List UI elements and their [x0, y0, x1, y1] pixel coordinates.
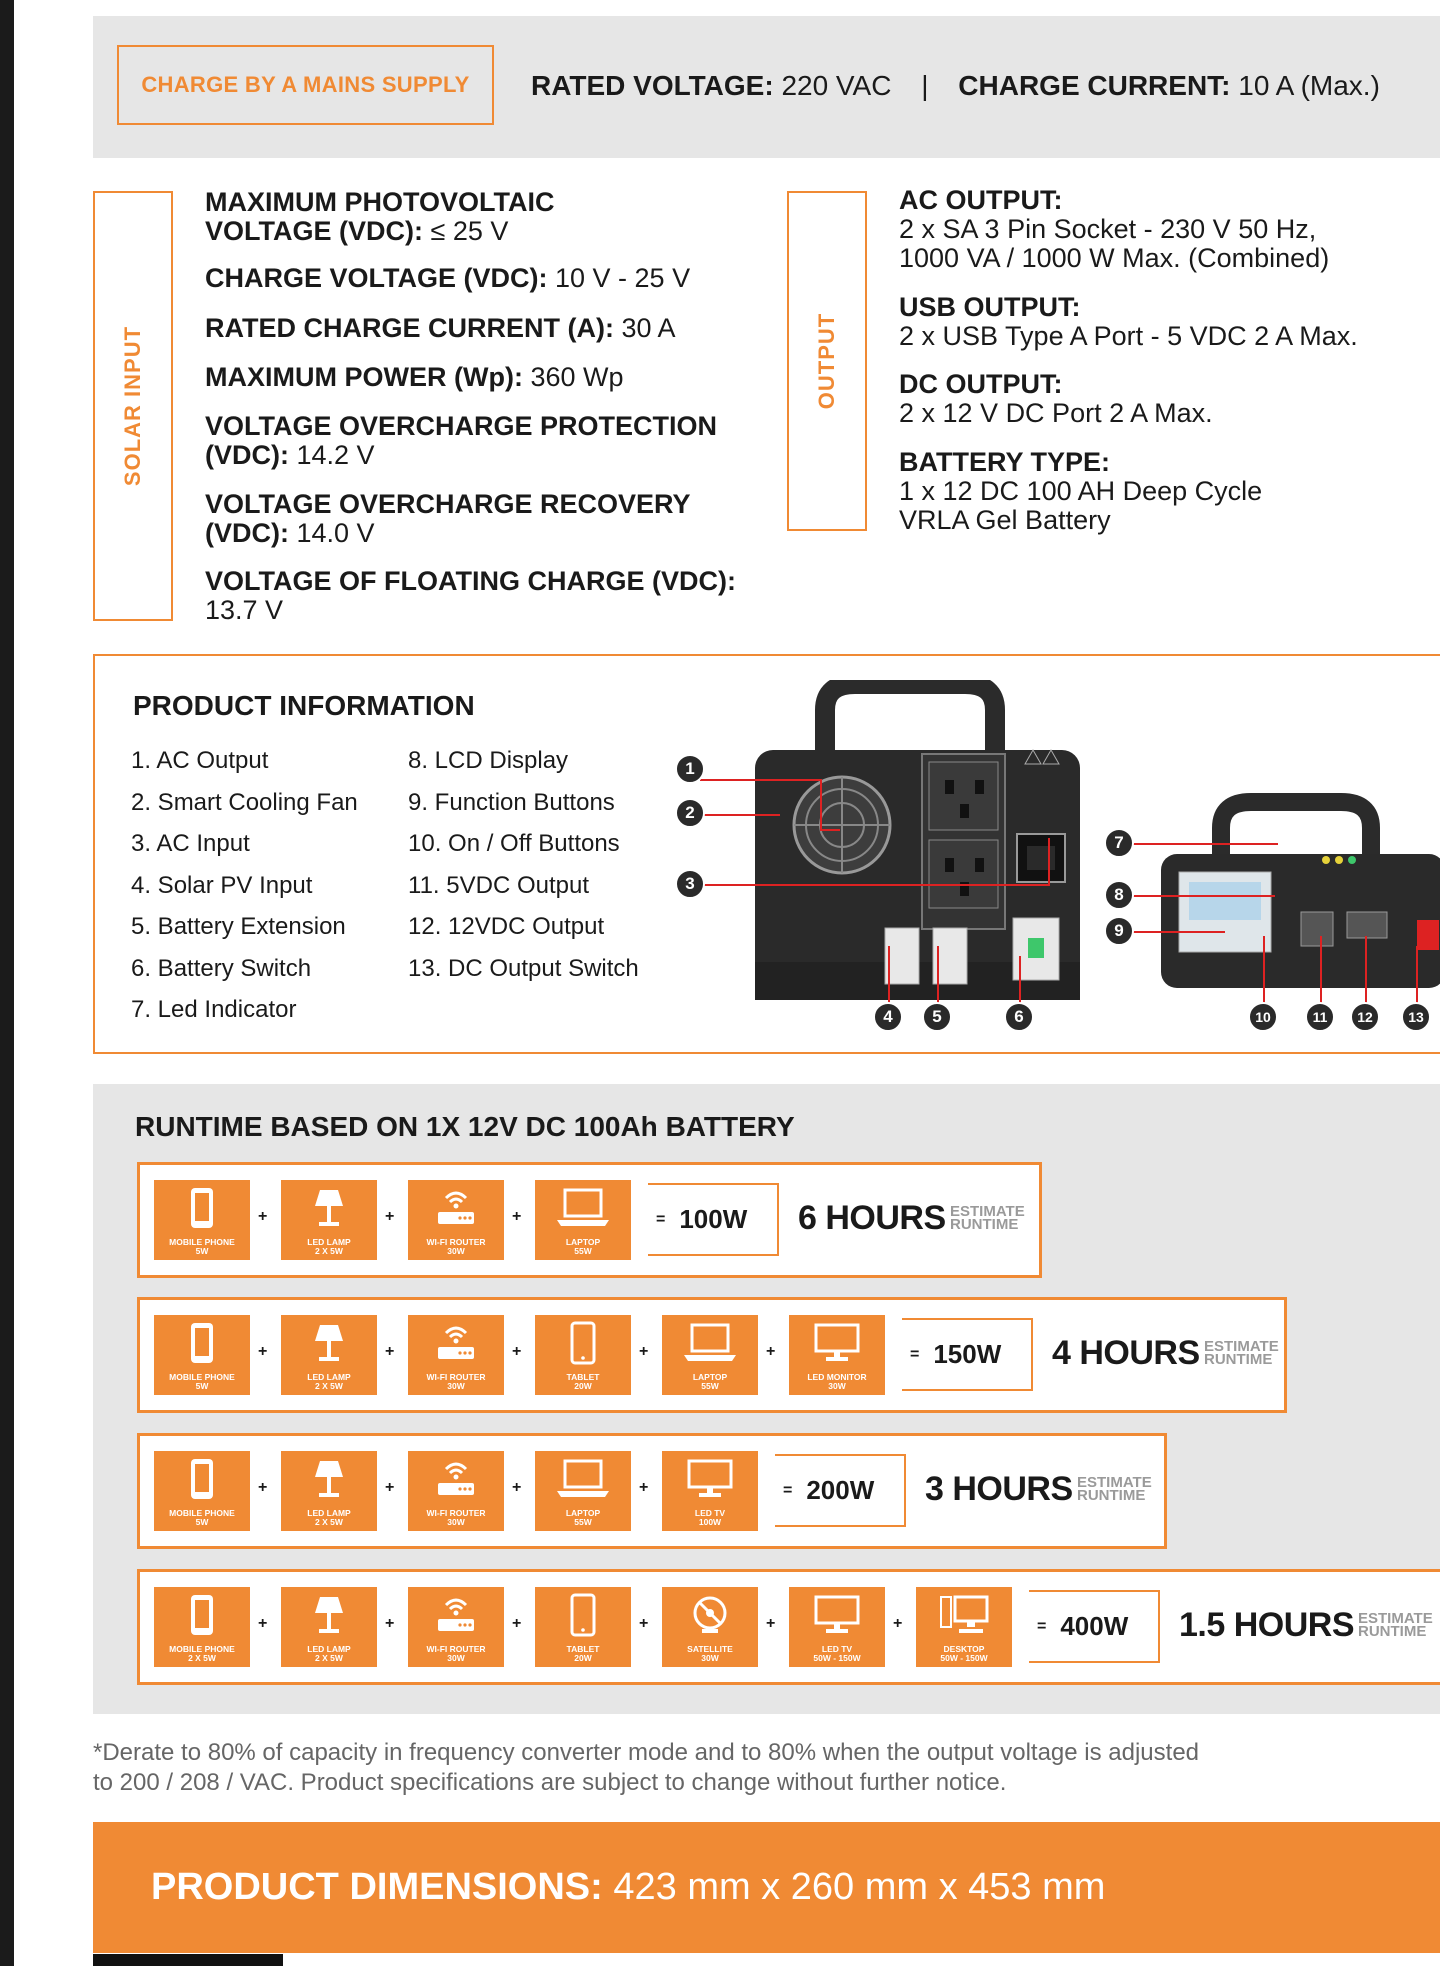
- appliance-power: 30W: [701, 1653, 719, 1663]
- plus-sign: +: [766, 1343, 776, 1360]
- estimate-runtime-label: [1077, 1476, 1152, 1502]
- solar-spec-floating-charge: [205, 567, 736, 625]
- laptop-icon: [555, 1451, 611, 1506]
- list-item: 3. AC Input: [131, 830, 250, 857]
- estimate-runtime-label: [950, 1205, 1025, 1231]
- product-info-title: PRODUCT INFORMATION: [133, 690, 475, 721]
- runtime-row: [137, 1297, 1287, 1413]
- appliance-power: 50W - 150W: [813, 1653, 861, 1663]
- desktop-icon: [939, 1587, 989, 1642]
- equals-sign: =: [656, 1210, 666, 1228]
- appliance-name: TABLET: [566, 1644, 600, 1654]
- callout-line: [700, 814, 780, 816]
- callout-5: 5: [922, 1002, 952, 1032]
- derate-note: [93, 1738, 1393, 1798]
- plus-sign: +: [893, 1615, 903, 1632]
- product-info-list-2: [408, 740, 639, 989]
- mains-separator: |: [921, 70, 929, 101]
- runtime-hours: 6 HOURS: [798, 1199, 946, 1237]
- callout-line: [1125, 931, 1225, 933]
- runtime-section: [93, 1084, 1440, 1714]
- spec-value: 14.0 V: [296, 518, 375, 548]
- spec-value: 30 A: [621, 313, 676, 343]
- appliance-power: 2 X 5W: [315, 1381, 343, 1391]
- estimate-line: ESTIMATE: [1204, 1338, 1279, 1355]
- estimate-line: ESTIMATE: [1077, 1474, 1152, 1491]
- appliance-label: [426, 1645, 485, 1663]
- spec-value: 360 Wp: [530, 362, 624, 392]
- appliance-tile: [408, 1315, 504, 1395]
- appliance-name: TABLET: [566, 1372, 600, 1382]
- spec-label: VOLTAGE (VDC):: [205, 216, 423, 246]
- plus-sign: +: [385, 1615, 395, 1632]
- callout-line: [1125, 895, 1275, 897]
- list-item: 12. 12VDC Output: [408, 913, 605, 940]
- appliance-power: 2 X 5W: [315, 1653, 343, 1663]
- wifi-router-icon: [434, 1180, 478, 1235]
- estimate-line: ESTIMATE: [950, 1203, 1025, 1220]
- appliance-tile: [408, 1451, 504, 1531]
- appliance-name: SATELLITE: [687, 1644, 733, 1654]
- plus-sign: +: [258, 1615, 268, 1632]
- appliance-tile: [662, 1315, 758, 1395]
- estimate-runtime-label: [1358, 1612, 1433, 1638]
- appliance-name: WI-FI ROUTER: [426, 1372, 486, 1382]
- spec-line: 1000 VA / 1000 W Max. (Combined): [899, 243, 1330, 273]
- list-item: 13. DC Output Switch: [408, 954, 639, 982]
- appliance-label: [693, 1373, 727, 1391]
- wifi-router-icon: [434, 1451, 478, 1506]
- spec-label: VOLTAGE OVERCHARGE RECOVERY: [205, 489, 691, 519]
- callout-line: [1048, 838, 1050, 886]
- equals-sign: =: [783, 1481, 793, 1499]
- appliance-label: [567, 1645, 600, 1663]
- appliance-tile: [281, 1587, 377, 1667]
- appliance-label: [169, 1645, 235, 1663]
- callout-6: 6: [1004, 1002, 1034, 1032]
- appliance-name: LAPTOP: [565, 1237, 601, 1247]
- plus-sign: +: [512, 1343, 522, 1360]
- appliance-label: [813, 1645, 860, 1663]
- note-line-1: *Derate to 80% of capacity in frequency converter mode and to 80% when the output voltage is adjusted: [93, 1739, 1200, 1766]
- appliance-power: 5W: [195, 1517, 209, 1527]
- mobile-phone-icon: [187, 1587, 217, 1642]
- appliance-name: MOBILE PHONE: [169, 1372, 235, 1382]
- wifi-router-icon: [434, 1587, 478, 1642]
- solar-spec-max-power: [205, 363, 624, 392]
- runtime-line: RUNTIME: [1358, 1623, 1427, 1640]
- product-dimensions-banner: [93, 1822, 1440, 1953]
- appliance-power: 5W: [195, 1381, 209, 1391]
- appliance-power: 30W: [447, 1653, 465, 1663]
- appliance-name: LED LAMP: [307, 1237, 351, 1247]
- appliance-tile: [154, 1587, 250, 1667]
- appliance-name: LED LAMP: [307, 1372, 351, 1382]
- led-lamp-icon: [312, 1180, 346, 1235]
- plus-sign: +: [512, 1208, 522, 1225]
- appliance-label: [566, 1509, 600, 1527]
- tv-icon: [685, 1451, 735, 1506]
- spec-line: 1 x 12 DC 100 AH Deep Cycle: [899, 476, 1263, 506]
- total-watts: [1029, 1590, 1160, 1663]
- plus-sign: +: [258, 1479, 268, 1496]
- spec-heading: DC OUTPUT:: [899, 369, 1063, 399]
- appliance-name: LED LAMP: [307, 1508, 351, 1518]
- plus-sign: +: [258, 1343, 268, 1360]
- dimensions-label: PRODUCT DIMENSIONS:: [151, 1866, 603, 1908]
- appliance-name: MOBILE PHONE: [169, 1508, 235, 1518]
- appliance-tile: [281, 1315, 377, 1395]
- list-item: 7. Led Indicator: [131, 996, 297, 1023]
- callout-11: 11: [1305, 1002, 1335, 1032]
- appliance-tile: [535, 1451, 631, 1531]
- rated-voltage-value: 220 VAC: [781, 70, 892, 101]
- product-info-list-1: [131, 740, 358, 1031]
- runtime-line: RUNTIME: [1204, 1351, 1273, 1368]
- appliance-power: 55W: [701, 1381, 719, 1391]
- mains-specs: [531, 70, 1380, 102]
- satellite-icon: [688, 1587, 732, 1642]
- plus-sign: +: [512, 1615, 522, 1632]
- mobile-phone-icon: [187, 1451, 217, 1506]
- appliance-power: 30W: [447, 1517, 465, 1527]
- spec-value: 13.7 V: [205, 595, 284, 625]
- callout-line: [1263, 936, 1265, 1006]
- callout-4: 4: [873, 1002, 903, 1032]
- laptop-icon: [555, 1180, 611, 1235]
- spec-value: 10 V - 25 V: [555, 263, 691, 293]
- appliance-power: 30W: [828, 1381, 846, 1391]
- callout-10: 10: [1248, 1002, 1278, 1032]
- appliance-label: [307, 1509, 350, 1527]
- spec-line: VRLA Gel Battery: [899, 505, 1111, 535]
- total-watts: [902, 1318, 1033, 1391]
- appliance-tile: [662, 1587, 758, 1667]
- runtime-hours: 1.5 HOURS: [1179, 1606, 1354, 1644]
- runtime-row: [137, 1433, 1167, 1549]
- total-watts: [775, 1454, 906, 1527]
- spec-heading: AC OUTPUT:: [899, 185, 1063, 215]
- callout-13: 13: [1401, 1002, 1431, 1032]
- appliance-tile: [154, 1315, 250, 1395]
- appliance-tile: [535, 1587, 631, 1667]
- appliance-label: [307, 1373, 350, 1391]
- appliance-label: [807, 1373, 866, 1391]
- appliance-tile: [281, 1180, 377, 1260]
- plus-sign: +: [639, 1615, 649, 1632]
- runtime-hours: 4 HOURS: [1052, 1334, 1200, 1372]
- appliance-tile: [535, 1315, 631, 1395]
- estimate-runtime-label: [1204, 1340, 1279, 1366]
- monitor-icon: [812, 1315, 862, 1370]
- usb-output-spec: [899, 293, 1358, 351]
- list-item: 10. On / Off Buttons: [408, 830, 620, 857]
- appliance-tile: [535, 1180, 631, 1260]
- appliance-name: LED MONITOR: [807, 1372, 867, 1382]
- appliance-tile: [789, 1315, 885, 1395]
- spec-heading: USB OUTPUT:: [899, 292, 1081, 322]
- estimate-line: ESTIMATE: [1358, 1610, 1433, 1627]
- charge-current-label: CHARGE CURRENT:: [958, 70, 1231, 101]
- plus-sign: +: [258, 1208, 268, 1225]
- appliance-label: [940, 1645, 987, 1663]
- total-watts-value: 200W: [806, 1475, 875, 1505]
- appliance-power: 20W: [574, 1381, 592, 1391]
- total-watts-value: 400W: [1060, 1611, 1129, 1641]
- plus-sign: +: [766, 1615, 776, 1632]
- appliance-label: [426, 1373, 485, 1391]
- tv-icon: [812, 1587, 862, 1642]
- callout-line: [1320, 936, 1322, 1006]
- spec-label: (VDC):: [205, 440, 289, 470]
- appliance-label: [426, 1238, 485, 1256]
- appliance-tile: [408, 1587, 504, 1667]
- list-item: 2. Smart Cooling Fan: [131, 788, 358, 816]
- solar-spec-overcharge-recovery: [205, 490, 691, 548]
- appliance-power: 30W: [447, 1246, 465, 1256]
- callout-line: [700, 884, 1048, 886]
- mains-supply-section: [93, 16, 1440, 158]
- bottom-black-bar: [93, 1954, 283, 1966]
- wifi-router-icon: [434, 1315, 478, 1370]
- product-information-section: [93, 654, 1440, 1054]
- runtime-hours: 3 HOURS: [925, 1470, 1073, 1508]
- appliance-name: LAPTOP: [565, 1508, 601, 1518]
- solar-spec-charge-voltage: [205, 264, 690, 293]
- callout-3: 3: [675, 869, 705, 899]
- appliance-tile: [154, 1180, 250, 1260]
- appliance-name: LED TV: [694, 1508, 726, 1518]
- callout-line: [820, 779, 822, 829]
- callout-line: [700, 779, 820, 781]
- appliance-tile: [916, 1587, 1012, 1667]
- product-dimensions-text: [151, 1866, 1105, 1909]
- spec-label: CHARGE VOLTAGE (VDC):: [205, 263, 548, 293]
- plus-sign: +: [385, 1208, 395, 1225]
- appliance-power: 30W: [447, 1381, 465, 1391]
- callout-line: [1128, 843, 1278, 845]
- list-item: 11. 5VDC Output: [408, 871, 589, 899]
- callout-line: [937, 946, 939, 1006]
- solar-spec-rated-current: [205, 314, 676, 343]
- appliance-power: 55W: [574, 1246, 592, 1256]
- appliance-name: LAPTOP: [692, 1372, 728, 1382]
- appliance-label: [566, 1238, 600, 1256]
- spec-label: MAXIMUM PHOTOVOLTAIC: [205, 187, 555, 217]
- solar-input-box: [93, 191, 173, 621]
- dc-output-spec: [899, 370, 1213, 428]
- spec-label: RATED CHARGE CURRENT (A):: [205, 313, 614, 343]
- spec-line: 2 x SA 3 Pin Socket - 230 V 50 Hz,: [899, 214, 1317, 244]
- machine-front-view-illustration: [1161, 788, 1440, 988]
- spec-label: VOLTAGE OVERCHARGE PROTECTION: [205, 411, 718, 441]
- plus-sign: +: [385, 1479, 395, 1496]
- charge-current-value: 10 A (Max.): [1238, 70, 1380, 101]
- spec-value: 14.2 V: [296, 440, 375, 470]
- mobile-phone-icon: [187, 1315, 217, 1370]
- appliance-power: 2 X 5W: [188, 1653, 216, 1663]
- appliance-tile: [281, 1451, 377, 1531]
- callout-line: [820, 829, 840, 831]
- plus-sign: +: [385, 1343, 395, 1360]
- callout-1: 1: [675, 754, 705, 784]
- mains-supply-label: CHARGE BY A MAINS SUPPLY: [117, 45, 494, 125]
- appliance-tile: [154, 1451, 250, 1531]
- total-watts-value: 150W: [933, 1339, 1002, 1369]
- runtime-line: RUNTIME: [1077, 1487, 1146, 1504]
- plus-sign: +: [512, 1479, 522, 1496]
- spec-heading: BATTERY TYPE:: [899, 447, 1111, 477]
- total-watts-value: 100W: [679, 1204, 748, 1234]
- appliance-power: 20W: [574, 1653, 592, 1663]
- callout-line: [888, 946, 890, 1006]
- tablet-icon: [568, 1315, 598, 1370]
- callout-line: [1019, 956, 1021, 1006]
- laptop-icon: [682, 1315, 738, 1370]
- appliance-label: [687, 1645, 733, 1663]
- appliance-power: 2 X 5W: [315, 1517, 343, 1527]
- appliance-label: [307, 1645, 350, 1663]
- output-box: [787, 191, 867, 531]
- equals-sign: =: [910, 1345, 920, 1363]
- appliance-label: [695, 1509, 725, 1527]
- appliance-power: 100W: [698, 1517, 722, 1527]
- runtime-title: RUNTIME BASED ON 1X 12V DC 100Ah BATTERY: [135, 1111, 795, 1142]
- spec-label: MAXIMUM POWER (Wp):: [205, 362, 523, 392]
- appliance-name: WI-FI ROUTER: [426, 1644, 486, 1654]
- spec-line: 2 x USB Type A Port - 5 VDC 2 A Max.: [899, 321, 1358, 351]
- runtime-row: [137, 1162, 1042, 1278]
- list-item: 4. Solar PV Input: [131, 871, 313, 899]
- appliance-name: MOBILE PHONE: [169, 1644, 235, 1654]
- appliance-power: 55W: [574, 1517, 592, 1527]
- appliance-label: [426, 1509, 485, 1527]
- led-lamp-icon: [312, 1587, 346, 1642]
- rated-voltage-label: RATED VOLTAGE:: [531, 70, 774, 101]
- equals-sign: =: [1037, 1617, 1047, 1635]
- appliance-name: MOBILE PHONE: [169, 1237, 235, 1247]
- appliance-name: LED TV: [821, 1644, 853, 1654]
- appliance-name: WI-FI ROUTER: [426, 1508, 486, 1518]
- runtime-row: [137, 1569, 1440, 1685]
- callout-7: 7: [1104, 828, 1134, 858]
- list-item: 6. Battery Switch: [131, 954, 312, 982]
- plus-sign: +: [639, 1343, 649, 1360]
- solar-spec-overcharge-protection: [205, 412, 717, 470]
- list-item: 5. Battery Extension: [131, 913, 346, 940]
- runtime-line: RUNTIME: [950, 1216, 1019, 1233]
- appliance-label: [169, 1373, 235, 1391]
- output-label: OUTPUT: [814, 312, 840, 410]
- callout-9: 9: [1104, 916, 1134, 946]
- list-item: 8. LCD Display: [408, 747, 569, 774]
- solar-spec-max-pv: [205, 188, 554, 246]
- plus-sign: +: [639, 1479, 649, 1496]
- dimensions-value: 423 mm x 260 mm x 453 mm: [613, 1866, 1106, 1908]
- appliance-name: WI-FI ROUTER: [426, 1237, 486, 1247]
- list-item: 1. AC Output: [131, 747, 269, 774]
- list-item: 9. Function Buttons: [408, 788, 615, 816]
- callout-8: 8: [1104, 880, 1134, 910]
- appliance-label: [307, 1238, 350, 1256]
- callout-line: [1416, 946, 1418, 1006]
- appliance-tile: [789, 1587, 885, 1667]
- appliance-label: [567, 1373, 600, 1391]
- appliance-power: 2 X 5W: [315, 1246, 343, 1256]
- appliance-power: 5W: [195, 1246, 209, 1256]
- appliance-label: [169, 1238, 235, 1256]
- appliance-name: DESKTOP: [943, 1644, 985, 1654]
- solar-input-label: SOLAR INPUT: [120, 325, 145, 487]
- appliance-tile: [662, 1451, 758, 1531]
- mobile-phone-icon: [187, 1180, 217, 1235]
- appliance-tile: [408, 1180, 504, 1260]
- spec-value: ≤ 25 V: [430, 216, 509, 246]
- appliance-name: LED LAMP: [307, 1644, 351, 1654]
- callout-2: 2: [675, 798, 705, 828]
- appliance-label: [169, 1509, 235, 1527]
- battery-type-spec: [899, 448, 1262, 535]
- callout-12: 12: [1350, 1002, 1380, 1032]
- total-watts: [648, 1183, 779, 1256]
- spec-label: VOLTAGE OF FLOATING CHARGE (VDC):: [205, 566, 736, 596]
- led-lamp-icon: [312, 1451, 346, 1506]
- led-lamp-icon: [312, 1315, 346, 1370]
- spec-label: (VDC):: [205, 518, 289, 548]
- appliance-power: 50W - 150W: [940, 1653, 988, 1663]
- callout-line: [1365, 936, 1367, 1006]
- left-edge-bar: [0, 0, 14, 1966]
- note-line-2: to 200 / 208 / VAC. Product specifications are subject to change without further notice.: [93, 1769, 1007, 1796]
- tablet-icon: [568, 1587, 598, 1642]
- ac-output-spec: [899, 186, 1329, 273]
- spec-line: 2 x 12 V DC Port 2 A Max.: [899, 398, 1213, 428]
